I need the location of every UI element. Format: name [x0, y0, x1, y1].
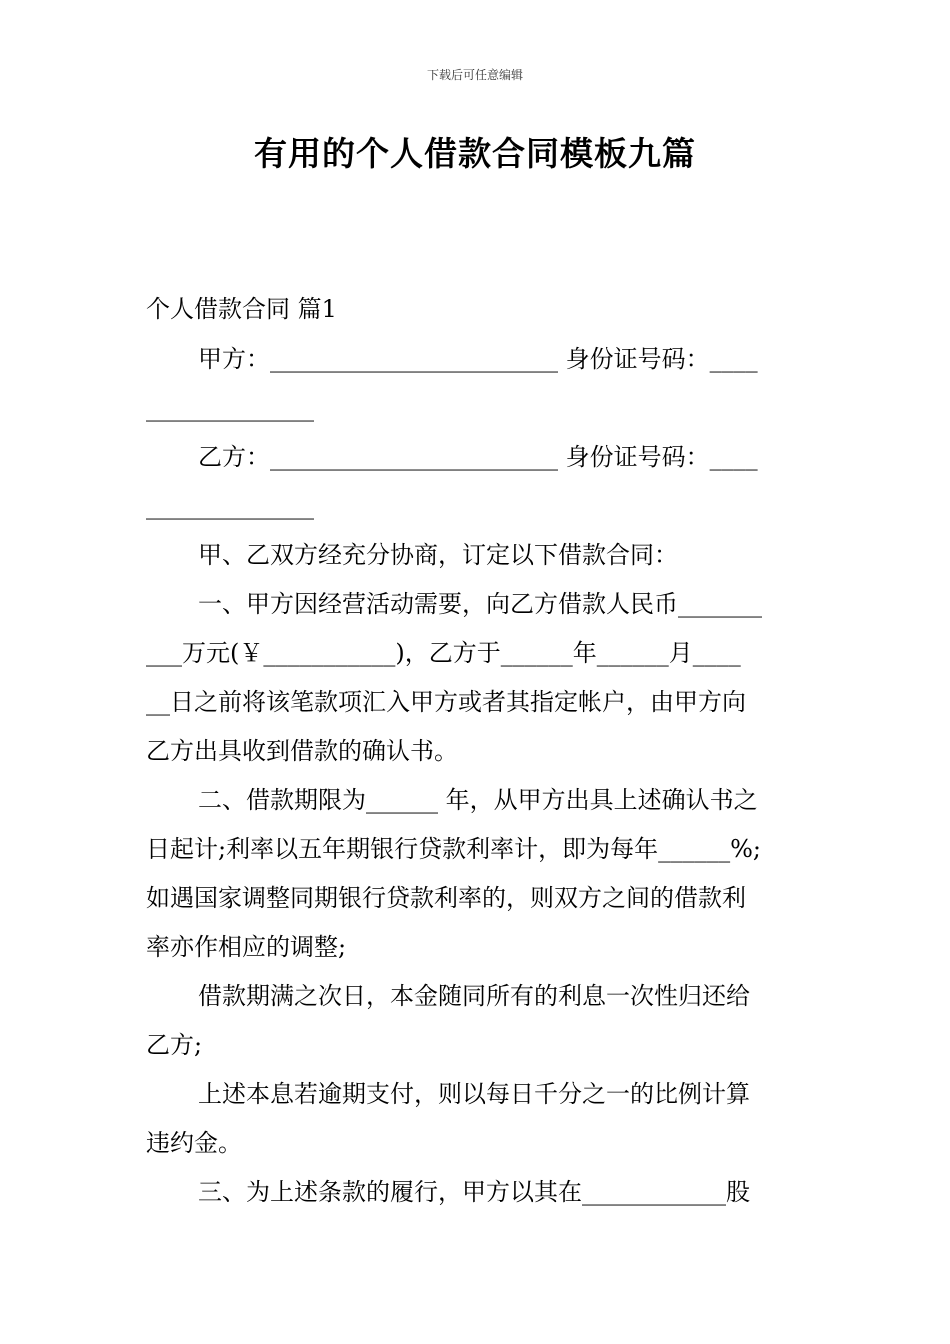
- clause-1-line-2: ___万元(￥___________)，乙方于______年______月____: [146, 639, 741, 667]
- clause-3-line-1: 三、为上述条款的履行，甲方以其在____________股: [198, 1178, 750, 1206]
- header-note: 下载后可任意编辑: [426, 68, 523, 82]
- clause-2-line-2: 日起计;利率以五年期银行贷款利率计，即为每年______%;: [146, 835, 761, 863]
- penalty-line-1: 上述本息若逾期支付，则以每日千分之一的比例计算: [198, 1080, 750, 1108]
- section-heading: 个人借款合同 篇1: [146, 295, 337, 323]
- party-a-line-cont: ______________: [146, 394, 314, 422]
- clause-2-line-1: 二、借款期限为______ 年，从甲方出具上述确认书之: [198, 786, 758, 814]
- document-title: 有用的个人借款合同模板九篇: [254, 134, 696, 173]
- penalty-line-2: 违约金。: [146, 1129, 242, 1157]
- intro-paragraph: 甲、乙双方经充分协商，订定以下借款合同：: [198, 541, 678, 569]
- party-b-line-cont: ______________: [146, 492, 314, 520]
- clause-1-line-1: 一、甲方因经营活动需要，向乙方借款人民币_______: [198, 590, 762, 618]
- repayment-line-2: 乙方;: [146, 1031, 203, 1059]
- party-a-line: 甲方：________________________ 身份证号码：____: [198, 345, 758, 373]
- clause-1-line-4: 乙方出具收到借款的确认书。: [146, 737, 458, 765]
- party-b-line: 乙方：________________________ 身份证号码：____: [198, 443, 758, 471]
- repayment-line-1: 借款期满之次日，本金随同所有的利息一次性归还给: [198, 982, 750, 1010]
- clause-1-line-3: __日之前将该笔款项汇入甲方或者其指定帐户，由甲方向: [146, 688, 746, 716]
- clause-2-line-3: 如遇国家调整同期银行贷款利率的，则双方之间的借款利: [146, 884, 746, 912]
- clause-2-line-4: 率亦作相应的调整;: [146, 933, 347, 961]
